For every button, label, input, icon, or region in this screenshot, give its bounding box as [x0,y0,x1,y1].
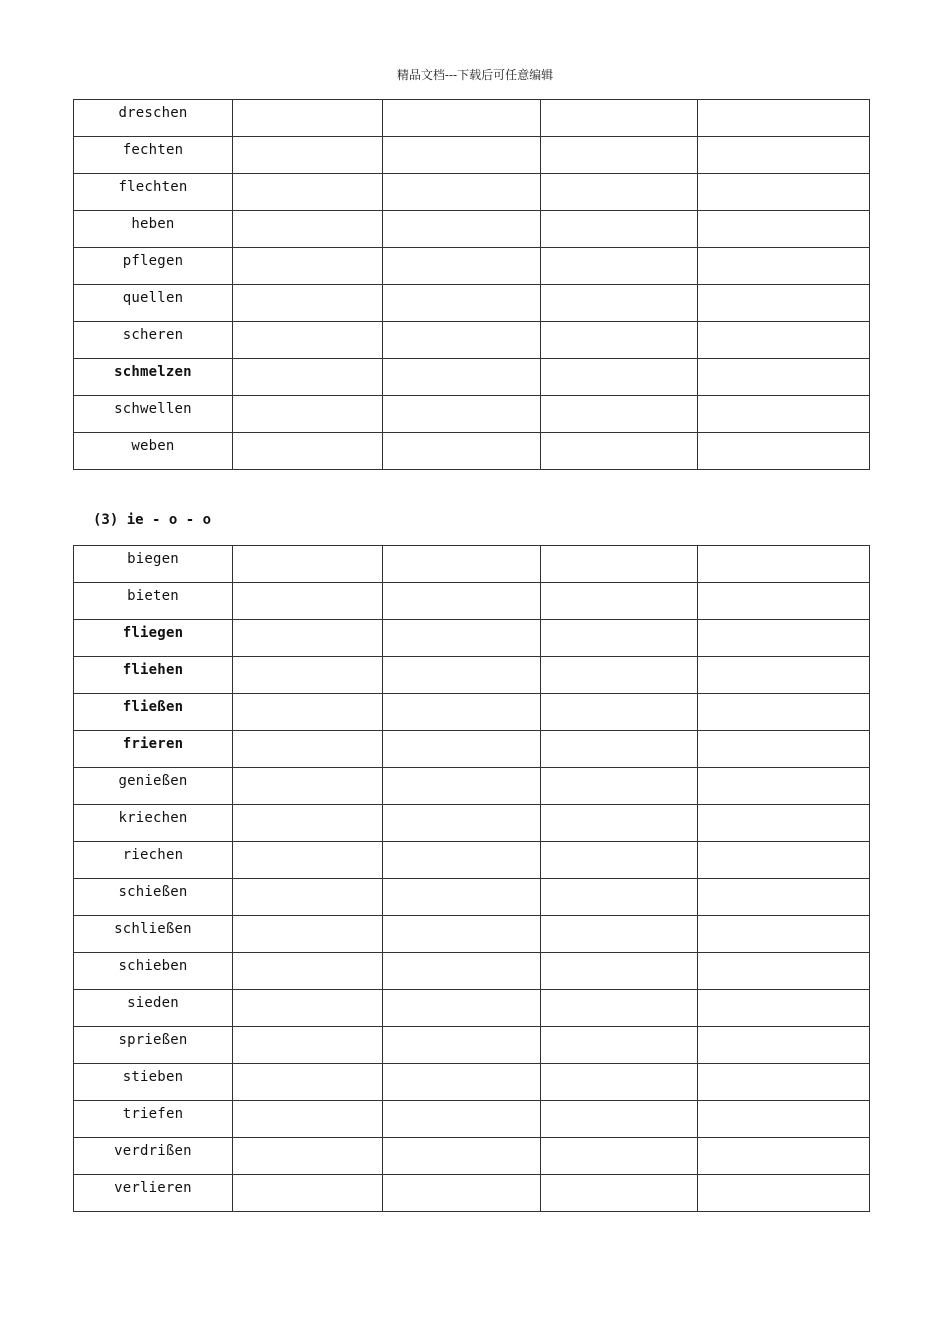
blank-answer-cell [698,916,870,953]
blank-answer-cell [233,768,383,805]
verb-cell: fließen [74,694,233,731]
blank-answer-cell [233,583,383,620]
verb-cell: quellen [74,285,233,322]
blank-answer-cell [233,174,383,211]
blank-answer-cell [698,768,870,805]
blank-answer-cell [698,805,870,842]
table-row [74,396,870,433]
blank-answer-cell [541,546,698,583]
blank-answer-cell [698,211,870,248]
table-row [74,1027,870,1064]
table-row [74,174,870,211]
blank-answer-cell [233,285,383,322]
blank-answer-cell [233,916,383,953]
blank-answer-cell [541,322,698,359]
blank-answer-cell [383,620,541,657]
blank-answer-cell [698,546,870,583]
table-row [74,916,870,953]
blank-answer-cell [698,657,870,694]
page-header: 精品文档---下载后可任意编辑 [396,68,554,82]
table-row [74,694,870,731]
blank-answer-cell [233,433,383,470]
verb-cell: triefen [74,1101,233,1138]
verb-cell: schießen [74,879,233,916]
verb-cell: verlieren [74,1175,233,1212]
blank-answer-cell [233,990,383,1027]
verb-cell: genießen [74,768,233,805]
blank-answer-cell [541,731,698,768]
blank-answer-cell [233,805,383,842]
table-row [74,731,870,768]
blank-answer-cell [383,174,541,211]
blank-answer-cell [541,248,698,285]
blank-answer-cell [698,433,870,470]
blank-answer-cell [698,322,870,359]
blank-answer-cell [383,1027,541,1064]
table-row [74,842,870,879]
section-heading-3: (3) ie - o - o [93,512,212,528]
blank-answer-cell [383,211,541,248]
table-row [74,990,870,1027]
verb-cell: stieben [74,1064,233,1101]
blank-answer-cell [698,1101,870,1138]
table-row [74,879,870,916]
verb-cell: weben [74,433,233,470]
blank-answer-cell [541,174,698,211]
blank-answer-cell [383,842,541,879]
blank-answer-cell [698,1027,870,1064]
verb-cell: fliegen [74,620,233,657]
blank-answer-cell [698,174,870,211]
verb-cell: flechten [74,174,233,211]
verb-cell: schwellen [74,396,233,433]
blank-answer-cell [383,137,541,174]
verb-cell: sprießen [74,1027,233,1064]
blank-answer-cell [383,1175,541,1212]
blank-answer-cell [233,322,383,359]
blank-answer-cell [698,620,870,657]
blank-answer-cell [541,1027,698,1064]
blank-answer-cell [383,953,541,990]
blank-answer-cell [541,768,698,805]
blank-answer-cell [698,1064,870,1101]
verb-cell: biegen [74,546,233,583]
blank-answer-cell [541,990,698,1027]
verb-cell: schließen [74,916,233,953]
blank-answer-cell [233,620,383,657]
verb-cell: fechten [74,137,233,174]
blank-answer-cell [383,285,541,322]
blank-answer-cell [383,433,541,470]
blank-answer-cell [383,768,541,805]
table-row [74,583,870,620]
blank-answer-cell [383,1064,541,1101]
table-row [74,657,870,694]
blank-answer-cell [698,1175,870,1212]
verb-cell: sieden [74,990,233,1027]
table-row [74,1175,870,1212]
blank-answer-cell [233,879,383,916]
blank-answer-cell [541,953,698,990]
blank-answer-cell [233,953,383,990]
blank-answer-cell [541,583,698,620]
blank-answer-cell [698,694,870,731]
verb-cell: schmelzen [74,359,233,396]
blank-answer-cell [233,1175,383,1212]
blank-answer-cell [541,916,698,953]
blank-answer-cell [383,248,541,285]
blank-answer-cell [383,657,541,694]
verb-table-1 [73,99,870,470]
verb-cell: verdrißen [74,1138,233,1175]
blank-answer-cell [541,620,698,657]
blank-answer-cell [698,1138,870,1175]
blank-answer-cell [541,396,698,433]
table-row [74,100,870,137]
blank-answer-cell [383,990,541,1027]
blank-answer-cell [233,842,383,879]
blank-answer-cell [383,322,541,359]
blank-answer-cell [698,285,870,322]
blank-answer-cell [541,285,698,322]
blank-answer-cell [233,731,383,768]
verb-cell: dreschen [74,100,233,137]
blank-answer-cell [233,248,383,285]
blank-answer-cell [233,1138,383,1175]
table-row [74,359,870,396]
blank-answer-cell [698,842,870,879]
verb-cell: bieten [74,583,233,620]
table-row [74,1101,870,1138]
table-row [74,546,870,583]
blank-answer-cell [698,137,870,174]
blank-answer-cell [383,583,541,620]
blank-answer-cell [233,211,383,248]
blank-answer-cell [233,546,383,583]
blank-answer-cell [383,100,541,137]
blank-answer-cell [698,953,870,990]
verb-table-2 [73,545,870,1212]
blank-answer-cell [541,805,698,842]
table-row [74,1064,870,1101]
blank-answer-cell [541,100,698,137]
blank-answer-cell [233,1027,383,1064]
verb-cell: kriechen [74,805,233,842]
blank-answer-cell [233,100,383,137]
table-row [74,285,870,322]
blank-answer-cell [698,990,870,1027]
blank-answer-cell [383,359,541,396]
blank-answer-cell [383,916,541,953]
blank-answer-cell [233,137,383,174]
verb-cell: heben [74,211,233,248]
verb-cell: fliehen [74,657,233,694]
blank-answer-cell [541,879,698,916]
verb-cell: riechen [74,842,233,879]
blank-answer-cell [698,359,870,396]
blank-answer-cell [541,1064,698,1101]
table-row [74,805,870,842]
table-row [74,1138,870,1175]
blank-answer-cell [383,546,541,583]
blank-answer-cell [541,359,698,396]
blank-answer-cell [233,396,383,433]
blank-answer-cell [383,805,541,842]
blank-answer-cell [233,1064,383,1101]
table-row [74,768,870,805]
verb-cell: frieren [74,731,233,768]
blank-answer-cell [541,137,698,174]
blank-answer-cell [383,879,541,916]
table-row [74,322,870,359]
blank-answer-cell [541,1175,698,1212]
blank-answer-cell [383,1101,541,1138]
blank-answer-cell [233,359,383,396]
blank-answer-cell [698,100,870,137]
blank-answer-cell [541,842,698,879]
blank-answer-cell [233,1101,383,1138]
verb-cell: pflegen [74,248,233,285]
blank-answer-cell [541,694,698,731]
blank-answer-cell [541,1101,698,1138]
blank-answer-cell [233,694,383,731]
blank-answer-cell [698,731,870,768]
blank-answer-cell [383,1138,541,1175]
blank-answer-cell [698,879,870,916]
table-row [74,137,870,174]
verb-cell: scheren [74,322,233,359]
blank-answer-cell [541,433,698,470]
blank-answer-cell [698,583,870,620]
table-row [74,620,870,657]
blank-answer-cell [698,396,870,433]
blank-answer-cell [383,396,541,433]
blank-answer-cell [541,1138,698,1175]
table-row [74,211,870,248]
blank-answer-cell [383,731,541,768]
blank-answer-cell [383,694,541,731]
blank-answer-cell [698,248,870,285]
blank-answer-cell [541,657,698,694]
blank-answer-cell [233,657,383,694]
verb-cell: schieben [74,953,233,990]
blank-answer-cell [541,211,698,248]
table-row [74,433,870,470]
table-row [74,953,870,990]
table-row [74,248,870,285]
